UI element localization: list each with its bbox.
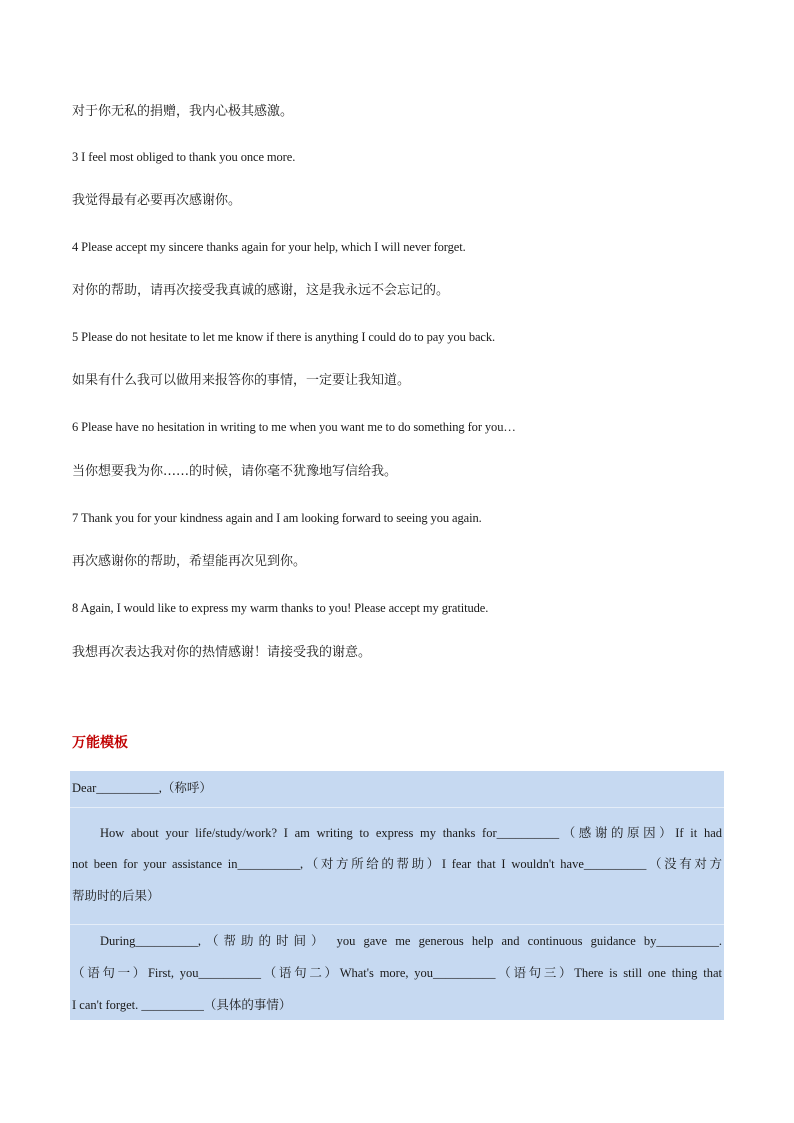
section-heading: 万能模板	[72, 735, 128, 751]
text-line-zh-5: 如果有什么我可以做用来报答你的事情，一定要让我知道。	[72, 373, 411, 388]
text-line-zh-4: 对你的帮助，请再次接受我真诚的感谢，这是我永远不会忘记的。	[72, 283, 450, 298]
text-line-en-5: 5 Please do not hesitate to let me know if there is anything I could do to pay you back.	[72, 330, 496, 344]
template-para2-line3: I can't forget. __________（具体的事情）	[72, 998, 292, 1012]
template-salutation-text: Dear__________,（称呼）	[72, 781, 212, 795]
text-line-zh-3: 我觉得最有必要再次感谢你。	[72, 193, 242, 208]
text-line-en-4: 4 Please accept my sincere thanks again for your help, which I will never forget.	[72, 240, 466, 254]
template-para2-line1: During__________,（帮助的时间） you gave me generous help and continuous guidance by__________.	[100, 934, 722, 948]
template-box	[70, 771, 724, 1020]
template-divider	[70, 924, 724, 925]
template-para1-line2: not been for your assistance in__________,（对方所给的帮助）I fear that I wouldn't have__________（没有对方	[72, 857, 722, 871]
template-para1-line3: 帮助时的后果）	[72, 888, 160, 903]
template-para2-line2: （语句一）First, you__________（语句二）What's more, you__________（语句三）There is still one thing that	[72, 966, 722, 980]
text-line-zh-6: 当你想要我为你……的时候，请你毫不犹豫地写信给我。	[72, 464, 398, 479]
text-line-en-7: 7 Thank you for your kindness again and I am looking forward to seeing you again.	[72, 511, 482, 525]
text-line-en-6: 6 Please have no hesitation in writing to me when you want me to do something for you…	[72, 420, 516, 434]
text-line-en-3: 3 I feel most obliged to thank you once more.	[72, 150, 296, 164]
text-line-zh-1: 对于你无私的捐赠，我内心极其感激。	[72, 104, 294, 119]
text-line-en-8: 8 Again, I would like to express my warm thanks to you! Please accept my gratitude.	[72, 601, 489, 615]
text-line-zh-7: 再次感谢你的帮助，希望能再次见到你。	[72, 554, 307, 569]
template-para1-line1: How about your life/study/work? I am writing to express my thanks for__________（感谢的原因）If it had	[100, 826, 722, 840]
template-salutation	[72, 779, 722, 797]
text-line-zh-8: 我想再次表达我对你的热情感谢！请接受我的谢意。	[72, 645, 372, 660]
template-divider	[70, 807, 724, 808]
